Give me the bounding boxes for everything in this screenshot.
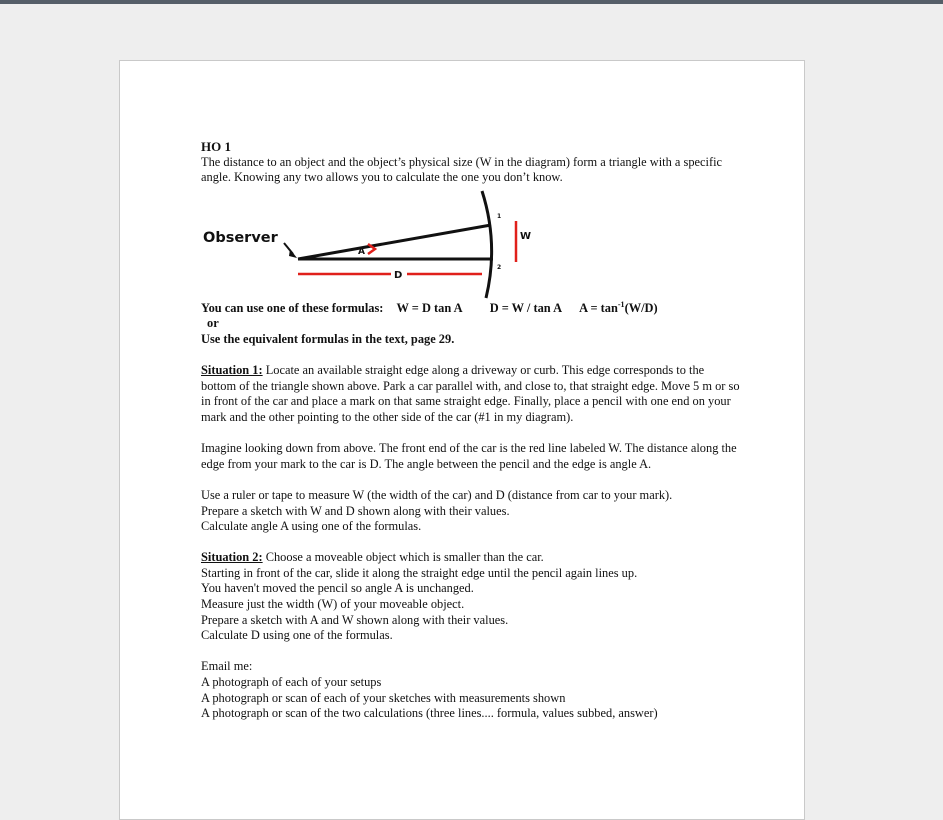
formula-d: D = W / tan A [489,300,563,315]
point-1-label: 1 [497,212,502,220]
triangle-diagram [201,186,741,301]
situation2-line: Prepare a sketch with A and W shown along with their values. [201,612,509,627]
formula-w: W = D tan A [396,300,463,315]
situation1-text: Locate an available straight edge along a driveway or curb. This edge corresponds to the bottom of the triangle shown above. Park a car parallel with, and close to, that straight edge. Move 5 m or so in front of the car and place a mark on that same straight edge. Finally, place a pencil with one end on your mark and the other pointing to the other side of the car (#1 in my diagram). [201,363,740,424]
email-item: A photograph of each of your setups [201,675,382,690]
window-top-bar [0,0,943,4]
document-heading: HO 1 [201,139,231,154]
triangle-diagram-svg [201,186,741,301]
document-content [201,139,741,722]
car-front-curve [482,191,492,298]
angle-a-label: A [358,246,365,257]
situation2-line: Measure just the width (W) of your moveable object. [201,597,465,612]
situation2-line: You haven't moved the pencil so angle A is unchanged. [201,581,474,596]
formula-a-base: A = tan [579,300,618,315]
situation1-step: Use a ruler or tape to measure W (the width of the car) and D (distance from car to your mark). [201,487,673,502]
or-text: or [207,316,219,331]
situation2-first: Choose a moveable object which is smaller than the car. [262,550,544,565]
situation2-title: Situation 2: [201,550,263,565]
situation1-paragraph [201,363,741,425]
formula-a-tail: (W/D) [624,300,658,315]
formula-prefix: You can use one of these formulas: [201,300,384,315]
document-page [119,60,805,820]
email-item: A photograph or scan of each of your sketches with measurements shown [201,690,566,705]
email-title: Email me: [201,659,253,674]
situation1-step: Calculate angle A using one of the formulas. [201,519,422,534]
intro-paragraph: The distance to an object and the object’s physical size (W in the diagram) form a triangle with a specific angle. Knowing any two allows you to calculate the one you don’t know. [201,154,723,185]
d-label: D [394,269,403,281]
point-2-label: 2 [497,263,502,271]
formula-a-sup: -1 [617,299,625,309]
observer-arrow-head [289,249,297,258]
formula-a [579,301,657,317]
w-label: W [520,230,532,242]
situation2-line: Calculate D using one of the formulas. [201,628,393,643]
situation1-step: Prepare a sketch with W and D shown along with their values. [201,503,510,518]
situation2-line: Starting in front of the car, slide it along the straight edge until the pencil again lines up. [201,565,638,580]
equivalent-formulas-text: Use the equivalent formulas in the text, page 29. [201,331,455,346]
email-item: A photograph or scan of the two calculations (three lines.... formula, values subbed, answer) [201,706,658,721]
imagine-paragraph: Imagine looking down from above. The front end of the car is the red line labeled W. The distance along the edge from your mark to the car is D. The angle between the pencil and the edge is angle A. [201,441,737,471]
situation1-title: Situation 1: [201,363,263,378]
formula-row [201,301,741,317]
observer-label: Observer [203,229,278,246]
situation2-first-line [201,550,741,566]
sight-line [298,225,491,259]
